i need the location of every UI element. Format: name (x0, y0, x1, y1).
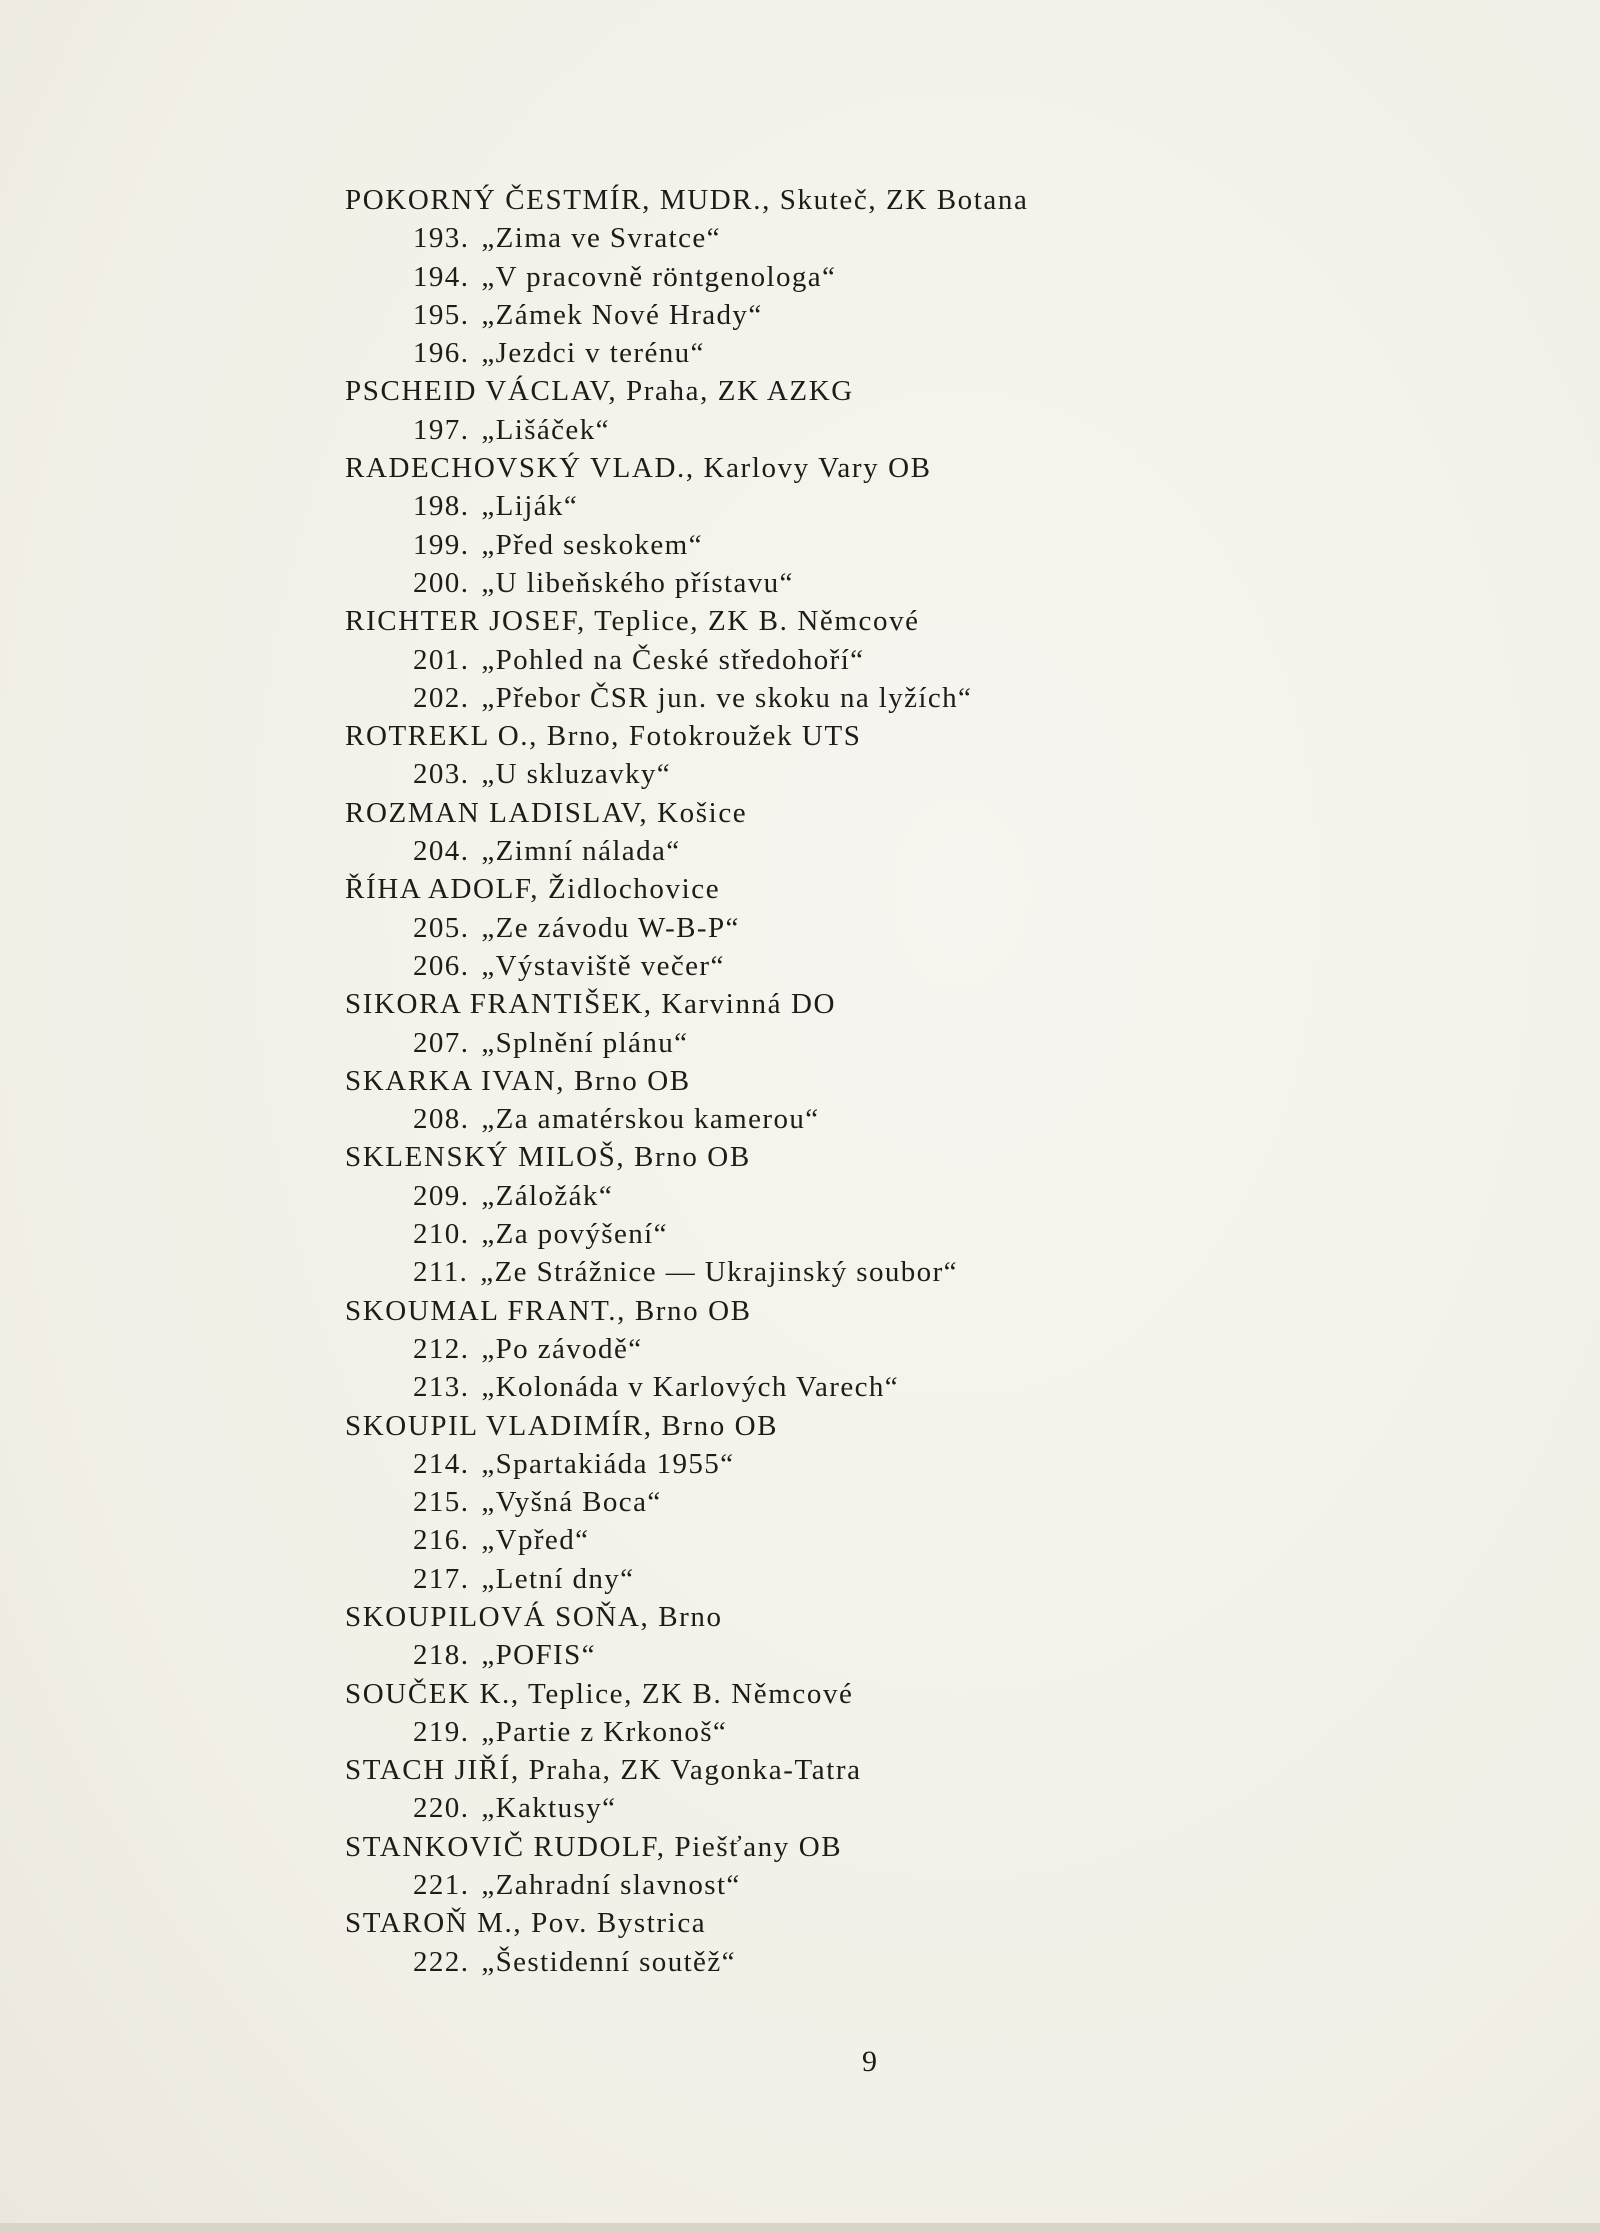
photo-title: „Jezdci v terénu“ (481, 337, 705, 370)
photo-title: „Spartakiáda 1955“ (481, 1447, 735, 1480)
photo-title: „Zimní nálada“ (481, 835, 681, 868)
author-line: ROZMAN LADISLAV, Košice (345, 796, 748, 829)
photo-item (345, 1483, 1345, 1521)
photo-title: „Ze Strážnice — Ukrajinský soubor“ (480, 1256, 958, 1289)
photo-number: 203. (413, 758, 470, 791)
photo-number: 197. (413, 413, 470, 446)
photo-item (345, 1713, 1345, 1751)
photo-number: 207. (413, 1026, 470, 1059)
photo-item (345, 219, 1345, 257)
photo-title: „Vpřed“ (481, 1524, 590, 1557)
author-line: SKOUPIL VLADIMÍR, Brno OB (345, 1409, 779, 1442)
photo-item (345, 1368, 1345, 1406)
page-edge (0, 2223, 1600, 2233)
photo-number: 214. (413, 1447, 470, 1480)
photo-item (345, 526, 1345, 564)
author-line: PSCHEID VÁCLAV, Praha, ZK AZKG (345, 375, 854, 408)
photo-number: 209. (413, 1179, 470, 1212)
photo-item (345, 1177, 1345, 1215)
author-line: SKOUPILOVÁ SOŇA, Brno (345, 1600, 723, 1633)
photo-title: „Kolonáda v Karlových Varech“ (481, 1371, 900, 1404)
photo-title: „Šestidenní soutěž“ (481, 1945, 736, 1978)
photo-number: 213. (413, 1371, 470, 1404)
photo-title: „U skluzavky“ (481, 758, 672, 791)
catalog-entry (345, 870, 1345, 985)
photo-title: „Vyšná Boca“ (481, 1486, 662, 1519)
photo-title: „Před seskokem“ (481, 528, 703, 561)
catalog-entry (345, 985, 1345, 1062)
photo-number: 212. (413, 1332, 470, 1365)
catalog-entry (345, 717, 1345, 794)
photo-number: 204. (413, 835, 470, 868)
photo-item (345, 755, 1345, 793)
photo-number: 201. (413, 643, 470, 676)
photo-item (345, 564, 1345, 602)
author-line: RICHTER JOSEF, Teplice, ZK B. Němcové (345, 605, 920, 638)
catalog-entry (345, 1407, 1345, 1598)
photo-number: 193. (413, 222, 470, 255)
photo-item (345, 1024, 1345, 1062)
author-line: ŘÍHA ADOLF, Židlochovice (345, 873, 721, 906)
photo-item (345, 1215, 1345, 1253)
photo-number: 198. (413, 490, 470, 523)
photo-title: „Zámek Nové Hrady“ (481, 298, 763, 331)
photo-number: 199. (413, 528, 470, 561)
photo-number: 195. (413, 298, 470, 331)
author-line: RADECHOVSKÝ VLAD., Karlovy Vary OB (345, 452, 932, 485)
photo-title: „Zahradní slavnost“ (481, 1869, 741, 1902)
photo-number: 217. (413, 1562, 470, 1595)
photo-number: 194. (413, 260, 470, 293)
photo-item (345, 1445, 1345, 1483)
photo-title: „Lišáček“ (481, 413, 610, 446)
photo-title: „Kaktusy“ (481, 1792, 617, 1825)
photo-title: „Zima ve Svratce“ (481, 222, 721, 255)
photo-number: 220. (413, 1792, 470, 1825)
photo-item (345, 1866, 1345, 1904)
photo-title: „Pohled na České středohoří“ (481, 643, 865, 676)
author-line: SKOUMAL FRANT., Brno OB (345, 1294, 752, 1327)
photo-number: 222. (413, 1945, 470, 1978)
photo-item (345, 1560, 1345, 1598)
catalog-entry (345, 1138, 1345, 1291)
photo-item (345, 1100, 1345, 1138)
photo-title: „Ze závodu W-B-P“ (481, 911, 740, 944)
photo-title: „U libeňského přístavu“ (481, 566, 794, 599)
photo-item (345, 679, 1345, 717)
author-line: SKLENSKÝ MILOŠ, Brno OB (345, 1141, 751, 1174)
photo-title: „Liják“ (481, 490, 579, 523)
photo-title: „Partie z Krkonoš“ (481, 1715, 728, 1748)
author-line: STACH JIŘÍ, Praha, ZK Vagonka-Tatra (345, 1754, 862, 1787)
photo-title: „POFIS“ (481, 1639, 596, 1672)
photo-number: 200. (413, 566, 470, 599)
catalog-entry (345, 1904, 1345, 1981)
photo-number: 216. (413, 1524, 470, 1557)
photo-item (345, 1330, 1345, 1368)
author-line: SKARKA IVAN, Brno OB (345, 1064, 691, 1097)
photo-item (345, 1521, 1345, 1559)
photo-number: 218. (413, 1639, 470, 1672)
photo-item (345, 641, 1345, 679)
photo-title: „Po závodě“ (481, 1332, 643, 1365)
author-line: SIKORA FRANTIŠEK, Karvinná DO (345, 988, 837, 1021)
catalog-entry (345, 602, 1345, 717)
photo-number: 202. (413, 681, 470, 714)
catalog-entry (345, 372, 1345, 449)
photo-item (345, 334, 1345, 372)
catalog-entry (345, 449, 1345, 602)
author-line: STAROŇ M., Pov. Bystrica (345, 1907, 707, 1940)
photo-number: 221. (413, 1869, 470, 1902)
photo-number: 211. (413, 1256, 469, 1289)
photo-item (345, 411, 1345, 449)
photo-title: „Za povýšení“ (481, 1218, 668, 1251)
photo-title: „Splnění plánu“ (481, 1026, 689, 1059)
photo-title: „V pracovně röntgenologa“ (481, 260, 837, 293)
author-line: POKORNÝ ČESTMÍR, MUDR., Skuteč, ZK Botana (345, 184, 1029, 216)
photo-number: 205. (413, 911, 470, 944)
catalog-entry (345, 1598, 1345, 1675)
photo-title: „Výstaviště večer“ (481, 949, 725, 982)
photo-item (345, 909, 1345, 947)
photo-number: 210. (413, 1218, 470, 1251)
photo-item (345, 258, 1345, 296)
photo-number: 215. (413, 1486, 470, 1519)
catalog-entry (345, 1292, 1345, 1407)
photo-title: „Letní dny“ (481, 1562, 635, 1595)
photo-title: „Záložák“ (481, 1179, 614, 1212)
exhibition-catalog-list (345, 181, 1345, 1981)
author-line: SOUČEK K., Teplice, ZK B. Němcové (345, 1677, 854, 1710)
photo-title: „Za amatérskou kamerou“ (481, 1103, 820, 1136)
catalog-entry (345, 794, 1345, 871)
author-line: ROTREKL O., Brno, Fotokroužek UTS (345, 720, 862, 753)
photo-item (345, 487, 1345, 525)
photo-number: 206. (413, 949, 470, 982)
catalog-entry (345, 1675, 1345, 1752)
photo-item (345, 1253, 1345, 1291)
photo-item (345, 947, 1345, 985)
catalog-entry (345, 181, 1345, 372)
photo-item (345, 1636, 1345, 1674)
catalog-entry (345, 1828, 1345, 1905)
page-number: 9 (862, 2045, 877, 2078)
photo-item (345, 1789, 1345, 1827)
photo-number: 219. (413, 1715, 470, 1748)
photo-title: „Přebor ČSR jun. ve skoku na lyžích“ (481, 681, 973, 714)
catalog-entry (345, 1751, 1345, 1828)
photo-item (345, 1943, 1345, 1981)
photo-item (345, 832, 1345, 870)
photo-number: 196. (413, 337, 470, 370)
photo-item (345, 296, 1345, 334)
catalog-entry (345, 1062, 1345, 1139)
photo-number: 208. (413, 1103, 470, 1136)
author-line: STANKOVIČ RUDOLF, Piešťany OB (345, 1830, 843, 1863)
